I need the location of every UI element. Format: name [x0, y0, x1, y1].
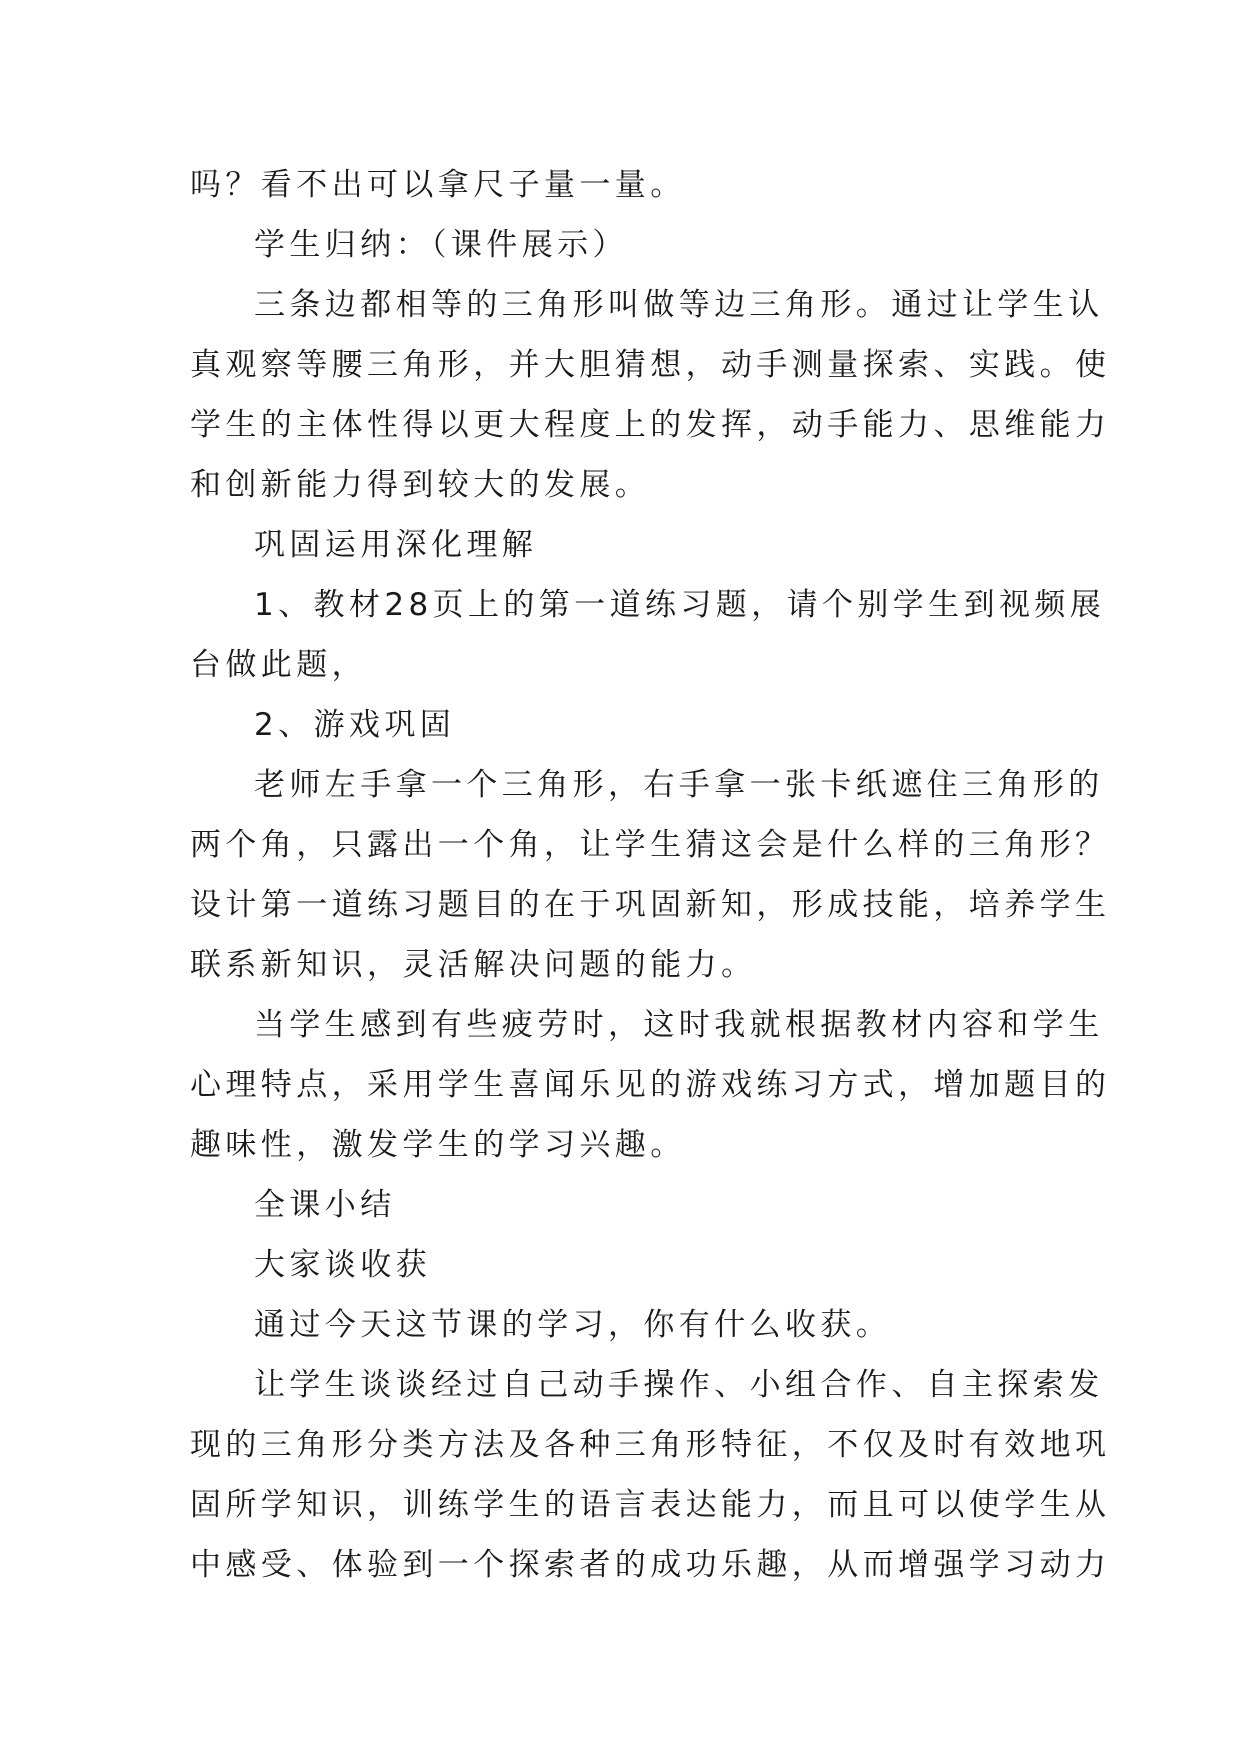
text-line: 趣味性，激发学生的学习兴趣。: [190, 1127, 686, 1163]
text-line: 和创新能力得到较大的发展。: [190, 467, 651, 503]
text-line: 通过今天这节课的学习，你有什么收获。: [254, 1307, 892, 1343]
text-line: 2、游戏巩固: [254, 707, 456, 743]
text-line: 1、教材28页上的第一道练习题，请个别学生到视频展: [254, 587, 1106, 623]
text-line: 中感受、体验到一个探索者的成功乐趣，从而增强学习动力: [190, 1547, 1111, 1583]
section-heading: 巩固运用深化理解: [254, 527, 538, 563]
text-line: 两个角，只露出一个角，让学生猜这会是什么样的三角形？: [190, 827, 1111, 863]
text-line: 当学生感到有些疲劳时，这时我就根据教材内容和学生: [254, 1007, 1104, 1043]
text-line: 三条边都相等的三角形叫做等边三角形。通过让学生认: [254, 287, 1104, 323]
text-line: 联系新知识，灵活解决问题的能力。: [190, 947, 757, 983]
section-heading: 全课小结: [254, 1187, 396, 1223]
text-line: 吗？看不出可以拿尺子量一量。: [190, 167, 686, 203]
text-line: 设计第一道练习题目的在于巩固新知，形成技能，培养学生: [190, 887, 1111, 923]
text-line: 学生的主体性得以更大程度上的发挥，动手能力、思维能力: [190, 407, 1111, 443]
text-line: 心理特点，采用学生喜闻乐见的游戏练习方式，增加题目的: [190, 1067, 1111, 1103]
text-line: 现的三角形分类方法及各种三角形特征，不仅及时有效地巩: [190, 1427, 1111, 1463]
text-line: 让学生谈谈经过自己动手操作、小组合作、自主探索发: [254, 1367, 1104, 1403]
text-line: 固所学知识，训练学生的语言表达能力，而且可以使学生从: [190, 1487, 1111, 1523]
document-body: [190, 155, 1111, 1595]
text-line: 学生归纳：（课件展示）: [254, 227, 628, 263]
text-line: 大家谈收获: [254, 1247, 431, 1283]
text-line: 台做此题，: [190, 647, 367, 683]
text-line: 老师左手拿一个三角形，右手拿一张卡纸遮住三角形的: [254, 767, 1104, 803]
text-line: 真观察等腰三角形，并大胆猜想，动手测量探索、实践。使: [190, 347, 1111, 383]
